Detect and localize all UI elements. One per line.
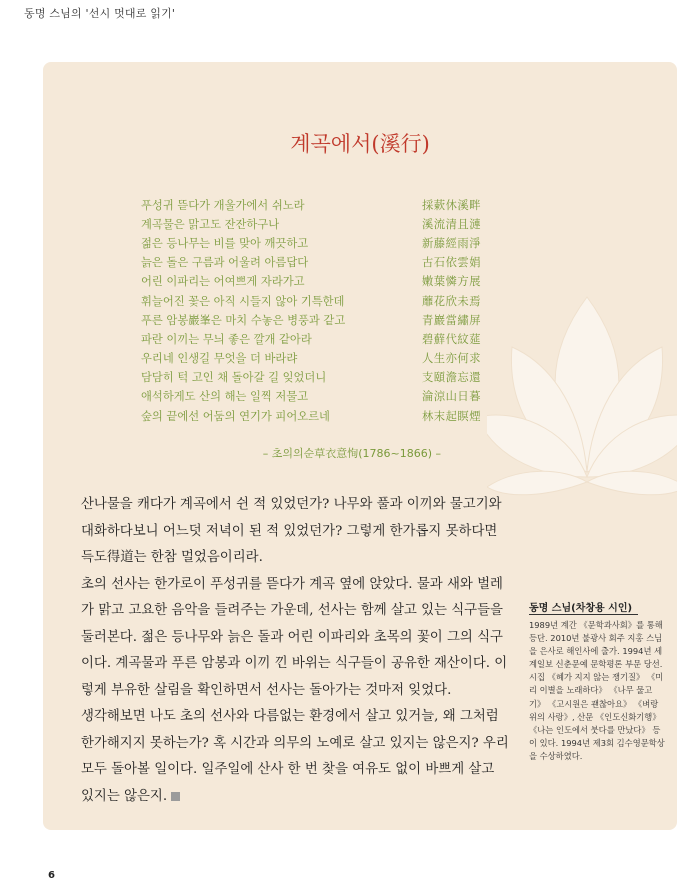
poem-line-hanja: 新藤經雨淨 xyxy=(422,236,481,250)
poem-line xyxy=(141,310,481,329)
poem-line xyxy=(141,253,481,272)
article-panel xyxy=(43,62,677,830)
essay-paragraph-text: 생각해보면 나도 초의 선사와 다름없는 환경에서 살고 있거늘, 왜 그처럼 한가해지지 못하는가? 혹 시간과 의무의 노예로 살고 있지는 않은지? 우리 모두 돌아볼 일이다. 일주일에 산사 한 번 찾을 여유도 없이 바쁘게 살고 있지는 않은지. xyxy=(81,709,509,804)
poem-line xyxy=(141,329,481,348)
poem-line-korean: 늙은 돌은 구름과 어울려 아름답다 xyxy=(141,256,309,270)
poem-line-korean: 애석하게도 산의 해는 일찍 저물고 xyxy=(141,390,309,404)
poem-line-hanja: 林末起瞑煙 xyxy=(422,409,481,423)
poem-line-korean: 숲의 끝에선 어둠의 연기가 피어오르네 xyxy=(141,409,330,423)
essay-paragraph: 초의 선사는 한가로이 푸성귀를 뜯다가 계곡 옆에 앉았다. 물과 새와 벌레가 맑고 고요한 음악을 들려주는 가운데, 선사는 함께 살고 있는 식구들을 둘러본다. 젊은 등나무와 늙은 돌과 어린 이파리와 초목의 꽃이 그의 식구이다. 계곡물과 푸른 암봉과 이끼 낀 바위는 식구들이 공유한 재산이다. 이렇게 부유한 살림을 확인하면서 선사는 돌아가는 것마저 잊었다. xyxy=(81,576,508,698)
poem-line xyxy=(141,195,481,214)
poem-title: 계곡에서(溪行) xyxy=(290,132,430,156)
poem-line xyxy=(141,233,481,252)
poem-line-hanja: 青巖當繡屏 xyxy=(422,313,481,327)
poem-line-korean: 계곡물은 맑고도 잔잔하구나 xyxy=(141,217,280,231)
poem-line xyxy=(141,214,481,233)
author-profile xyxy=(529,596,665,763)
poem-line xyxy=(141,406,481,425)
poem-line-korean: 휘늘어진 꽃은 아직 시들지 않아 기특한데 xyxy=(141,294,345,308)
poem-line xyxy=(141,291,481,310)
poem-line-hanja: 採蔌休溪畔 xyxy=(422,198,481,212)
poem-line-hanja: 淪涼山日暮 xyxy=(422,390,481,404)
running-head: 동명 스님의 '선시 멋대로 읽기' xyxy=(24,7,176,20)
poem-line-korean: 어린 이파리는 어여쁘게 자라가고 xyxy=(141,275,305,289)
poem xyxy=(141,195,481,425)
poem-attribution: – 초의의순草衣意恂(1786~1866) – xyxy=(262,447,441,460)
lotus-illustration xyxy=(487,267,677,507)
poem-line xyxy=(141,349,481,368)
poem-line-korean: 담담히 턱 고인 채 돌아갈 길 잊었더니 xyxy=(141,371,327,385)
essay-paragraph-last xyxy=(81,704,511,810)
poem-line-korean: 젊은 등나무는 비를 맞아 깨끗하고 xyxy=(141,236,309,250)
page-number: 6 xyxy=(48,870,55,881)
poem-line-hanja: 蘼花欣未焉 xyxy=(422,294,481,308)
poem-line-korean: 푸른 암봉巖峯은 마치 수놓은 병풍과 같고 xyxy=(141,313,346,327)
poem-line-hanja: 人生亦何求 xyxy=(422,352,481,366)
poem-line-hanja: 古石依雲娟 xyxy=(422,256,481,270)
poem-line-hanja: 溪流清且漣 xyxy=(422,217,481,231)
poem-line-korean: 우리네 인생길 무엇을 더 바라랴 xyxy=(141,352,298,366)
author-profile-heading: 동명 스님(차창용 시인) xyxy=(529,599,638,615)
end-of-article-mark xyxy=(171,792,180,801)
essay-paragraph: 산나물을 캐다가 계곡에서 쉰 적 있었던가? 나무와 풀과 이끼와 물고기와 대화하다보니 어느덧 저녁이 된 적 있었던가? 그렇게 한가롭지 못하다면 득도得道는 한참 멀었음이리라. xyxy=(81,497,502,565)
author-profile-text: 1989년 계간 《문학과사회》를 통해 등단. 2010년 불광사 회주 지홍 스님을 은사로 해인사에 출가. 1994년 세계일보 신춘문예 문학평론 부문 당선. 시집 《혜가 지지 않는 쟁기질》 《미리 이별을 노래하다》 《나무 물고기》 《고시원은 괜찮아요》 《벼랑 위의 사랑》, 산문 《인도신화기행》 《나는 인도에서 붓다를 만났다》 등이 있다. 1994년 제3회 김수영문학상을 수상하였다. xyxy=(529,620,665,761)
essay-body xyxy=(81,492,511,810)
poem-line-korean: 푸성귀 뜯다가 개울가에서 쉬노라 xyxy=(141,198,305,212)
poem-line xyxy=(141,368,481,387)
poem-line-hanja: 嫩葉憐方展 xyxy=(422,275,481,289)
poem-line-hanja: 支頤澹忘還 xyxy=(422,371,481,385)
poem-line xyxy=(141,387,481,406)
poem-line-hanja: 碧蘚代紋莚 xyxy=(422,332,481,346)
poem-line-korean: 파란 이끼는 무늬 좋은 깔개 같아라 xyxy=(141,332,312,346)
poem-line xyxy=(141,272,481,291)
